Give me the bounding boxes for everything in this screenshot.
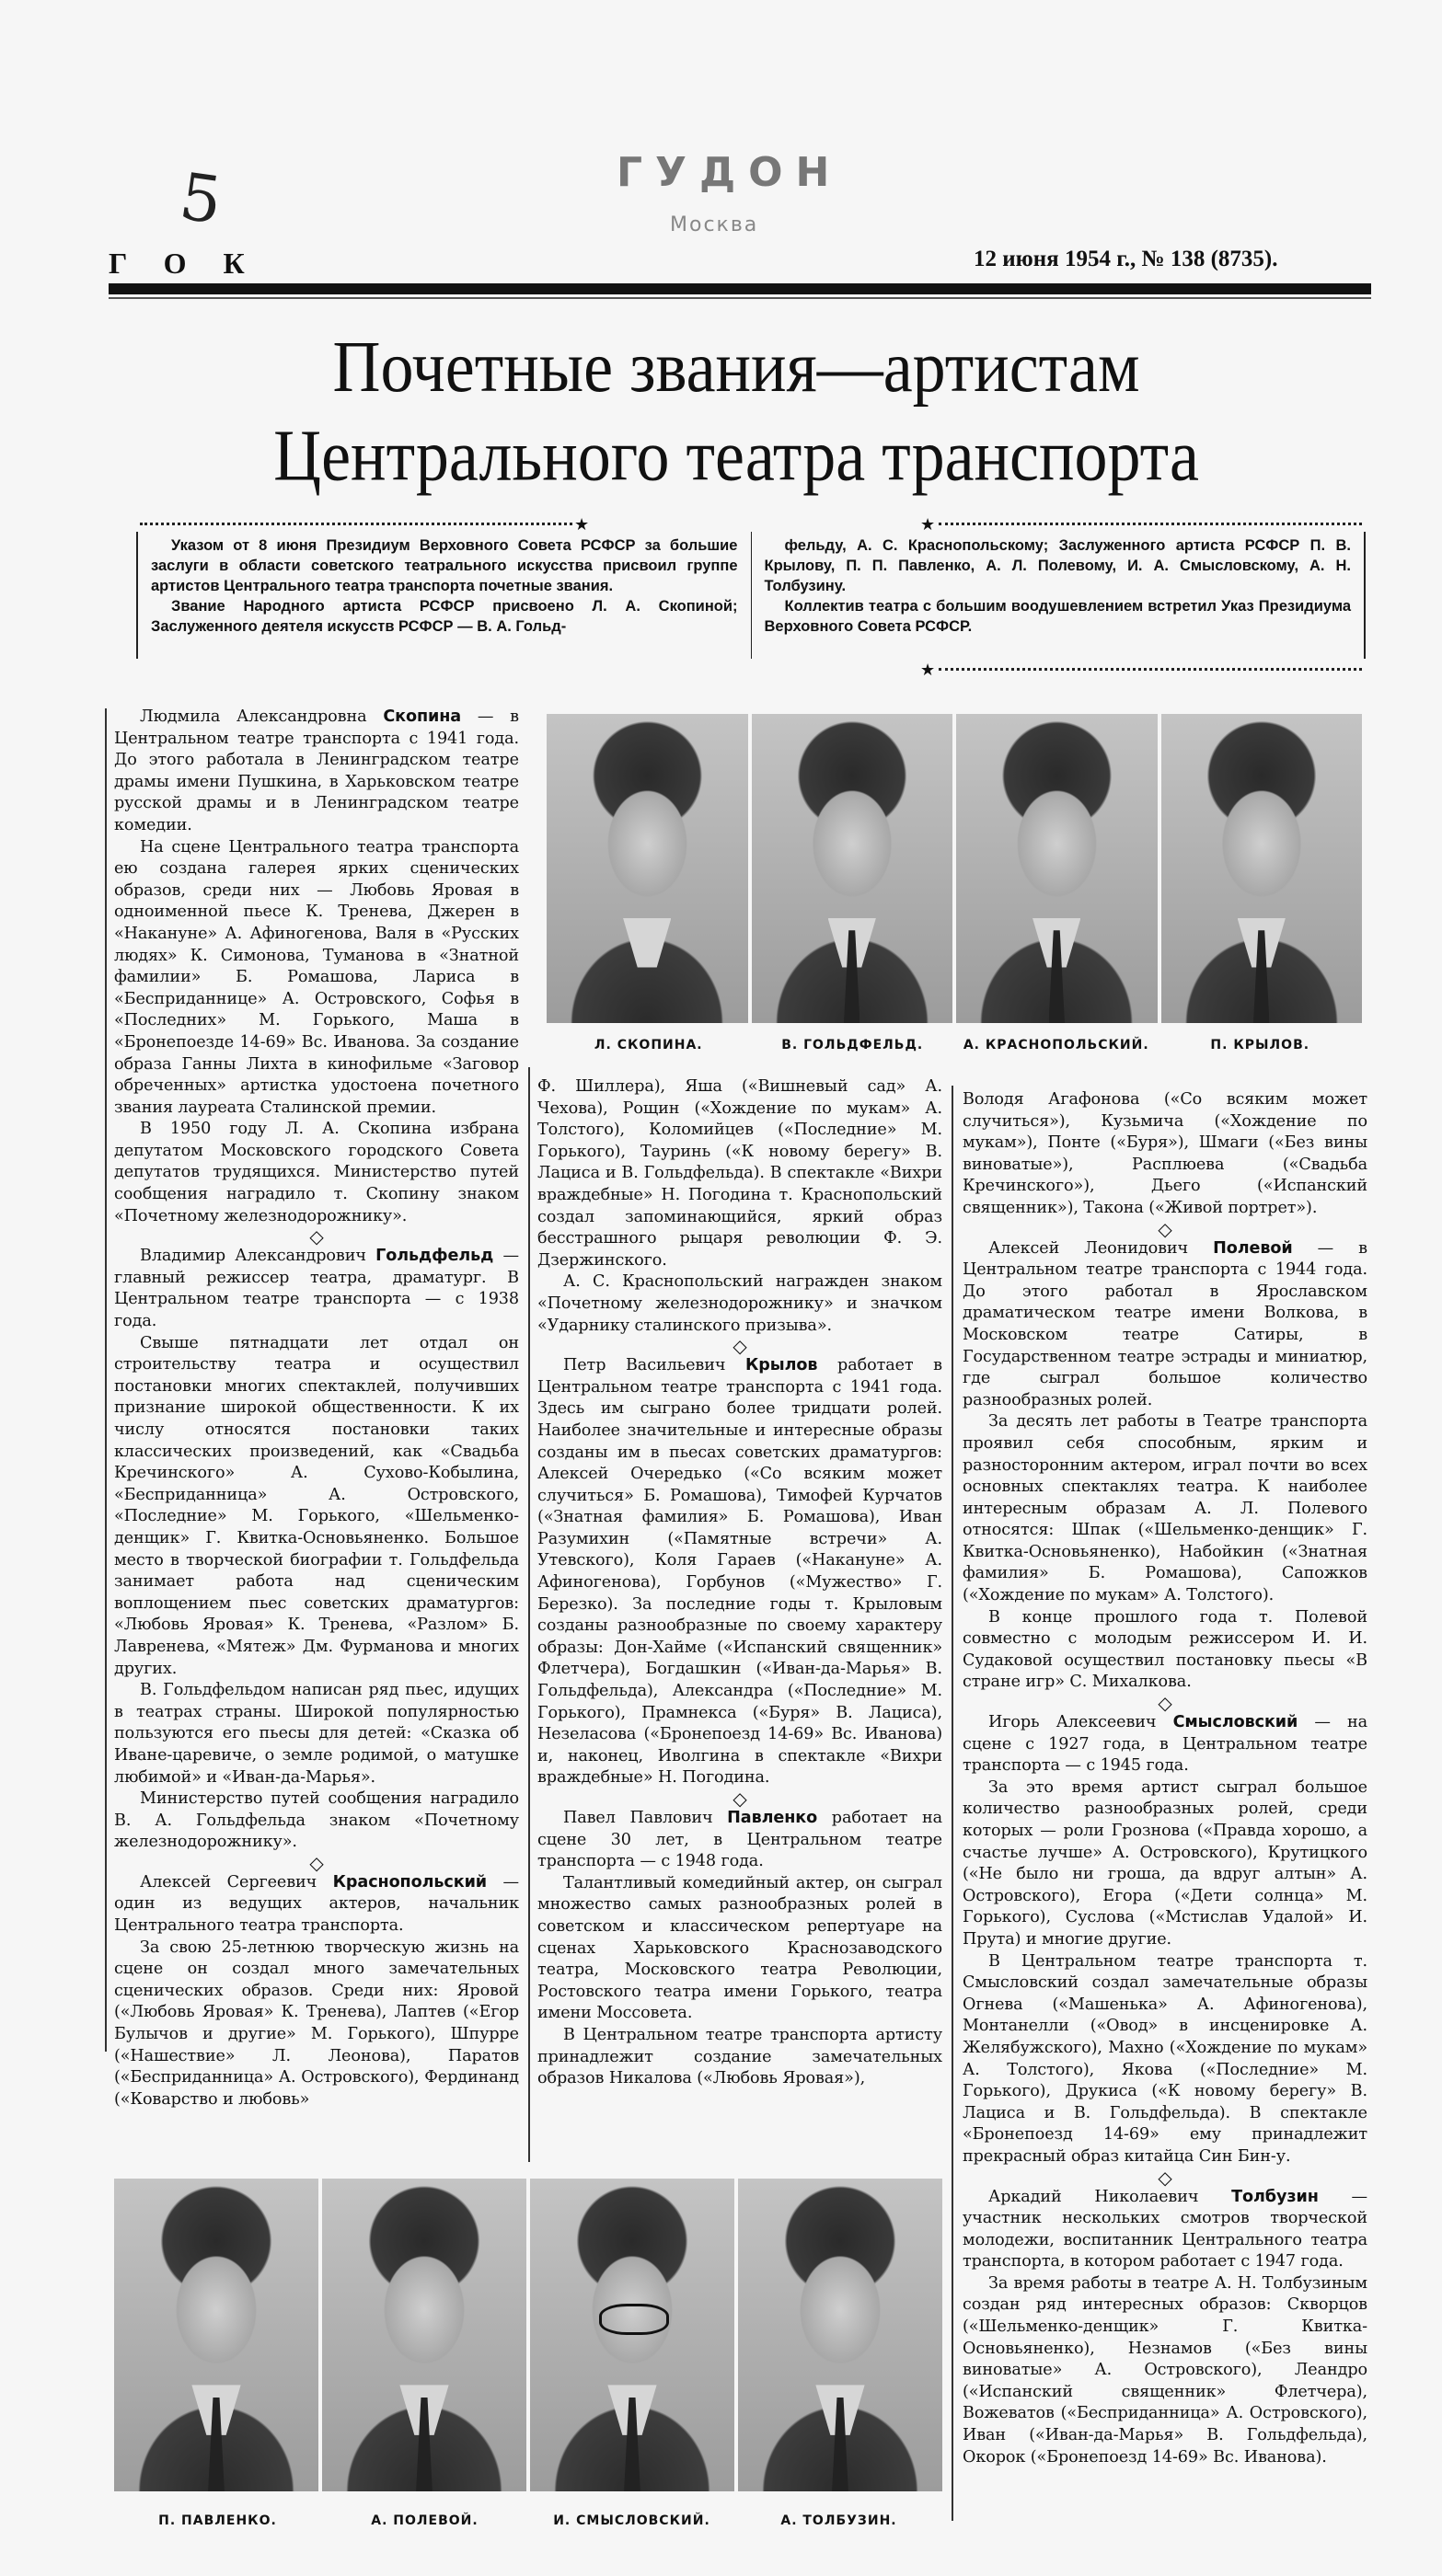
decree-right-column (752, 532, 1365, 659)
portrait-photo-pavlenko (114, 2179, 318, 2491)
bio-paragraph: Талантливый комедийный актер, он сыграл множество самых разнообразных ролей в советском и классическом репертуаре на сценах Харьковского Краснозаводского театра, Московского театра Революции, Ростовского театра имени Горького, театра имени Моссовета. (537, 1873, 942, 2023)
bio-paragraph: В. Гольдфельдом написан ряд пьес, идущих в театрах страны. Широкой популярностью пользуются его пьесы для детей: «Сказка об Иване-царевиче, о земле родимой, о матушке любимой» и «Иван-да-Марья». (114, 1681, 519, 1787)
photo-caption: А. ТОЛБУЗИН. (780, 2513, 897, 2528)
first-name: Игорь Алексеевич (988, 1713, 1157, 1732)
article-column-3 (963, 1089, 1367, 2468)
bio-paragraph-continued: Ф. Шиллера), Яша («Вишневый сад» А. Чехова), Рощин («Хождение по мукам» А. Толстого), Коломийцев («Последние» М. Горького), Тауринь («К новому берегу» В. Лациса и В. Гольдфельда). В спектакле «Вихри враждебные» Н. Погодина т. Краснопольский создал запоминающийся, яркий образ бесстрашного рыцаря революции Ф. Э. Дзержинского. (537, 1077, 942, 1270)
bio-text: работает на сцене 30 лет, в Центральном театре транспорта — с 1948 года. (537, 1809, 942, 1871)
bio-text: — на сцене с 1927 года, в Центральном театре транспорта — с 1945 года. (963, 1713, 1368, 1776)
surname: Павленко (727, 1809, 818, 1827)
diamond-separator-icon: ◇ (1158, 2166, 1172, 2189)
surname: Краснопольский (332, 1872, 488, 1892)
first-name: Алексей Леонидович (988, 1238, 1189, 1258)
photo-captions-bottom (114, 2513, 942, 2528)
photo-caption: А. КРАСНОПОЛЬСКИЙ. (963, 1038, 1149, 1052)
surname: Толбузин (1231, 2187, 1319, 2206)
headline-line-2: Центрального театра транспорта (273, 415, 1199, 497)
diamond-separator-icon: ◇ (1158, 1692, 1172, 1715)
decree-paragraph: Коллектив театра с большим воодушевлением встретил Указ Президиума Верховного Совета РСФСР. (764, 598, 1351, 635)
archive-stamp-city: Москва (670, 213, 759, 236)
surname: Полевой (1213, 1238, 1293, 1258)
bio-paragraph: За свою 25-летнюю творческую жизнь на сцене он создал много замечательных сценических образов. Среди них: Яровой («Любовь Яровая» К. Тренева), Лаптев («Егор Булычов и другие» М. Горького), Шпурре («Нашествие» Л. Леонова), Паратов («Бесприданница» А. Островского), Фердинанд («Коварство и любовь» (114, 1938, 519, 2109)
photo-strip-bottom (114, 2179, 942, 2491)
diamond-separator-icon: ◇ (309, 1225, 324, 1248)
bio-paragraph-continued: Володя Агафонова («Со всяким может случиться»), Кузьмича («Хождение по мукам»), Понте («Буря»), Шмаги («Без вины виноватые»), Расплюева («Свадьба Кречинского»), Дьего («Испанский священник»), Такона («Живой портрет»). (963, 1090, 1367, 1217)
masthead-rule (109, 283, 1371, 294)
decree-left-column (138, 532, 752, 659)
photo-caption: П. КРЫЛОВ. (1210, 1038, 1310, 1052)
surname: Крылов (745, 1356, 818, 1375)
first-name: Владимир Александрович (140, 1247, 366, 1266)
bio-paragraph: За это время артист сыграл большое количество разнообразных ролей, среди которых — роли Грознова («Правда хорошо, а счастье лучше» А. Островского), Крутицкого («Не было ни гроша, да вдруг алтын» А. Островского), Егора («Дети солнца» М. Горького), Суслова («Мстислав Удалой» И. Прута) и многие другие. (963, 1777, 1367, 1949)
article-column-1 (114, 707, 519, 2110)
bio-intro-polevoy (963, 1238, 1367, 1412)
star-icon: ★ (920, 661, 936, 680)
portrait-photo-goldfeld (752, 714, 953, 1023)
decree-border-top-right (939, 523, 1362, 531)
photo-caption: В. ГОЛЬДФЕЛЬД. (781, 1038, 924, 1052)
first-name: Павел Павлович (563, 1809, 713, 1827)
archive-stamp-title: ГУДОН (617, 149, 843, 196)
star-icon: ★ (574, 515, 590, 535)
portrait-photo-krylov (1161, 714, 1363, 1023)
headline-line-1: Почетные звания—артистам (332, 326, 1140, 408)
bio-paragraph: На сцене Центрального театра транспорта ею создана галерея ярких сценических образов, среди них — Любовь Яровая в одноименной пьесе К. Тренева, Джерен в «Накануне» А. Афиногенова, Валя в «Русских людях» К. Симонова, Туманова в «Знатной фамилии» Б. Ромашова, Лариса в «Бесприданнице» А. Островского, Софья в «Последних» М. Горького, Маша в «Бронепоезде 14-69» Вс. Иванова. За создание образа Ганны Лихта в кинофильме «Заговор обреченных» артистка удостоена почетного звания лауреата Сталинской премии. (114, 837, 519, 1117)
decree-paragraph: Указом от 8 июня Президиум Верховного Совета РСФСР за большие заслуги в области советского театрального искусства присвоил группе артистов Центрального театра транспорта почетные звания. (151, 537, 738, 594)
decree-border-bottom-right (939, 668, 1362, 676)
bio-paragraph: Министерство путей сообщения наградило В. А. Гольдфельда знаком «Почетному железнодорожнику». (114, 1789, 519, 1852)
photo-caption: П. ПАВЛЕНКО. (158, 2513, 277, 2528)
article-column-2 (537, 1076, 942, 2090)
photo-caption: И. СМЫСЛОВСКИЙ. (553, 2513, 710, 2528)
photo-strip-top (547, 714, 1362, 1023)
bio-intro-tolbuzin (963, 2187, 1367, 2273)
issue-date-number: 12 июня 1954 г., № 138 (8735). (974, 247, 1278, 271)
bio-text: — один из ведущих актеров, начальник Центрального театра транспорта. (114, 1872, 519, 1936)
bio-intro-goldfeld (114, 1246, 519, 1332)
first-name: Алексей Сергеевич (140, 1872, 317, 1892)
first-name: Аркадий Николаевич (988, 2187, 1199, 2206)
masthead-rule-thin (109, 297, 1371, 299)
bio-intro-krylov (537, 1355, 942, 1789)
bio-text: — участник нескольких смотров творческой молодежи, воспитанник Центрального театра транспорта, в котором работает с 1947 года. (963, 2187, 1367, 2271)
bio-paragraph: За десять лет работы в Театре транспорта проявил себя способным, ярким и разносторонним актером, играл почти во всех основных спектаклях театра. К наиболее интересным образам А. Л. Полевого относятся: Шпак («Шельменко-денщик» Г. Квитка-Основьяненко), Набойкин («Знатная фамилия» Б. Ромашова), Сапожков («Хождение по мукам» А. Толстого). (963, 1412, 1367, 1605)
portrait-photo-skopina (547, 714, 748, 1023)
bio-intro-skopina (114, 707, 519, 837)
diamond-separator-icon: ◇ (309, 1851, 324, 1874)
decree-paragraph: Звание Народного артиста РСФСР присвоено Л. А. Скопиной; Заслуженного деятеля искусств РСФСР — В. А. Гольд- (151, 598, 738, 635)
bio-text: — в Центральном театре транспорта с 1941 года. До этого работала в Ленинградском театре драмы имени Пушкина, в Харьковском театре русской драмы и в Ленинградском театре комедии. (114, 707, 519, 834)
handwritten-page-mark: 5 (175, 158, 227, 239)
star-icon: ★ (920, 515, 936, 535)
bio-text: работает в Центральном театре транспорта с 1941 года. Здесь им сыграно более тридцати ролей. Наиболее значительные и интересные образы созданы им в пьесах советских драматургов: Алексей Очередько («Со всяким может случиться» Б. Ромашова), Тимофей Курчатов («Знатная фамилия» Б. Ромашова), Иван Разумихин («Памятные встречи» А. Утевского), Коля Гараев («Накануне» А. Афиногенова), Горбунов («Мужество» Г. Березко). За последние годы т. Крыловым созданы разнообразные по своему характеру образы: Дон-Хайме («Испанский священник» Флетчера), Богдашкин («Иван-да-Марья» В. Гольдфельда), Александра («Последние» М. Горького), Прамнекса («Буря» В. Лациса), Незеласова («Бронепоезд 14-69» Вс. Иванова) и, наконец, Иволгина в спектакле «Вихри враждебные» Н. Погодина. (537, 1356, 942, 1788)
bio-paragraph: В конце прошлого года т. Полевой совместно с молодым режиссером И. И. Судаковой осуществил постановку пьесы «В стране игр» С. Михалкова. (963, 1607, 1367, 1692)
photo-captions-top (547, 1038, 1362, 1052)
newspaper-name-fragment: ГОК (109, 247, 282, 280)
bio-paragraph: В Центральном театре транспорта т. Смысловский создал замечательные образы Огнева («Машенька» А. Афиногенова), Монтанелли («Овод» в инсценировке А. Желябужского), Махно («Хождение по мукам» А. Толстого), Якова («Последние» М. Горького), Друкиса («К новому берегу» В. Лациса и В. Гольдфельда). В спектакле «Бронепоезд 14-69» ему принадлежит прекрасный образ китайца Син Бин-у. (963, 1951, 1367, 2166)
portrait-photo-tolbuzin (738, 2179, 942, 2491)
portrait-photo-smyslovsky (530, 2179, 734, 2491)
first-name: Людмила Александровна (140, 707, 367, 726)
bio-intro-smyslovsky (963, 1712, 1367, 1777)
bio-text: — главный режиссер театра, драматург. В Центральном театре транспорта — с 1938 года. (114, 1247, 519, 1331)
bio-paragraph: В Центральном театре транспорта артисту принадлежит создание замечательных образов Никалова («Любовь Яровая»), (537, 2025, 942, 2088)
photo-caption: А. ПОЛЕВОЙ. (371, 2513, 479, 2528)
column-rule (105, 708, 107, 2052)
column-rule (528, 1067, 530, 2162)
bio-paragraph: Свыше пятнадцати лет отдал он строительству театра и осуществил постановки многих спектаклей, получивших признание широкой общественности. К их числу относятся постановки таких классических произведений, как «Свадьба Кречинского» А. Сухово-Кобылина, «Бесприданница» А. Островского, «Последние» М. Горького, «Шельменко-денщик» Г. Квитка-Основьяненко. Большое место в творческой биографии т. Гольдфельда занимает работа над сценическим воплощением пьес советских драматургов: «Любовь Яровая» К. Тренева, «Разлом» Б. Лавренева, «Мятеж» Дм. Фурманова и многих других. (114, 1333, 519, 1678)
bio-paragraph: А. С. Краснопольский награжден знаком «Почетному железнодорожнику» и значком «Ударнику сталинского призыва». (537, 1272, 942, 1335)
decree-paragraph: фельду, А. С. Краснопольскому; Заслуженного артиста РСФСР П. В. Крылову, П. П. Павленко, А. Л. Полевому, И. А. Смысловскому, А. Н. Толбузину. (764, 537, 1351, 594)
bio-intro-krasnopolsky (114, 1872, 519, 1938)
decree-border-top-left (140, 523, 572, 531)
bio-intro-pavlenko (537, 1808, 942, 1873)
diamond-separator-icon: ◇ (1158, 1217, 1172, 1240)
column-rule (952, 1086, 953, 2521)
photo-caption: Л. СКОПИНА. (594, 1038, 703, 1052)
article-headline (110, 322, 1362, 500)
portrait-photo-krasnopolsky (956, 714, 1158, 1023)
bio-paragraph: За время работы в театре А. Н. Толбузиным создан ряд интересных образов: Скворцов («Шельменко-денщик» Г. Квитка-Основьяненко), Незнамов («Без вины виноватые» А. Островского), Леандро («Испанский священник» Флетчера), Вожеватов («Бесприданница» А. Островского), Иван («Иван-да-Марья» В. Гольдфельда), Окорок («Бронепоезд 14-69» Вс. Иванова). (963, 2273, 1367, 2467)
bio-paragraph: В 1950 году Л. А. Скопина избрана депутатом Московского городского Совета депутатов трудящихся. Министерство путей сообщения наградило т. Скопину знаком «Почетному железнодорожнику». (114, 1120, 519, 1225)
surname: Смысловский (1172, 1713, 1298, 1732)
surname: Скопина (383, 707, 462, 726)
decree-box (136, 532, 1366, 659)
diamond-separator-icon: ◇ (733, 1335, 747, 1358)
portrait-photo-polevoy (322, 2179, 526, 2491)
first-name: Петр Васильевич (563, 1356, 726, 1375)
diamond-separator-icon: ◇ (733, 1788, 747, 1810)
surname: Гольдфельд (375, 1247, 494, 1266)
bio-text: — в Центральном театре транспорта с 1944 года. До этого работал в Ярославском драматическом театре имени Волкова, в Московском театре Сатиры, в Государственном театре эстрады и миниатюр, где сыграл большое количество разнообразных ролей. (963, 1238, 1367, 1409)
